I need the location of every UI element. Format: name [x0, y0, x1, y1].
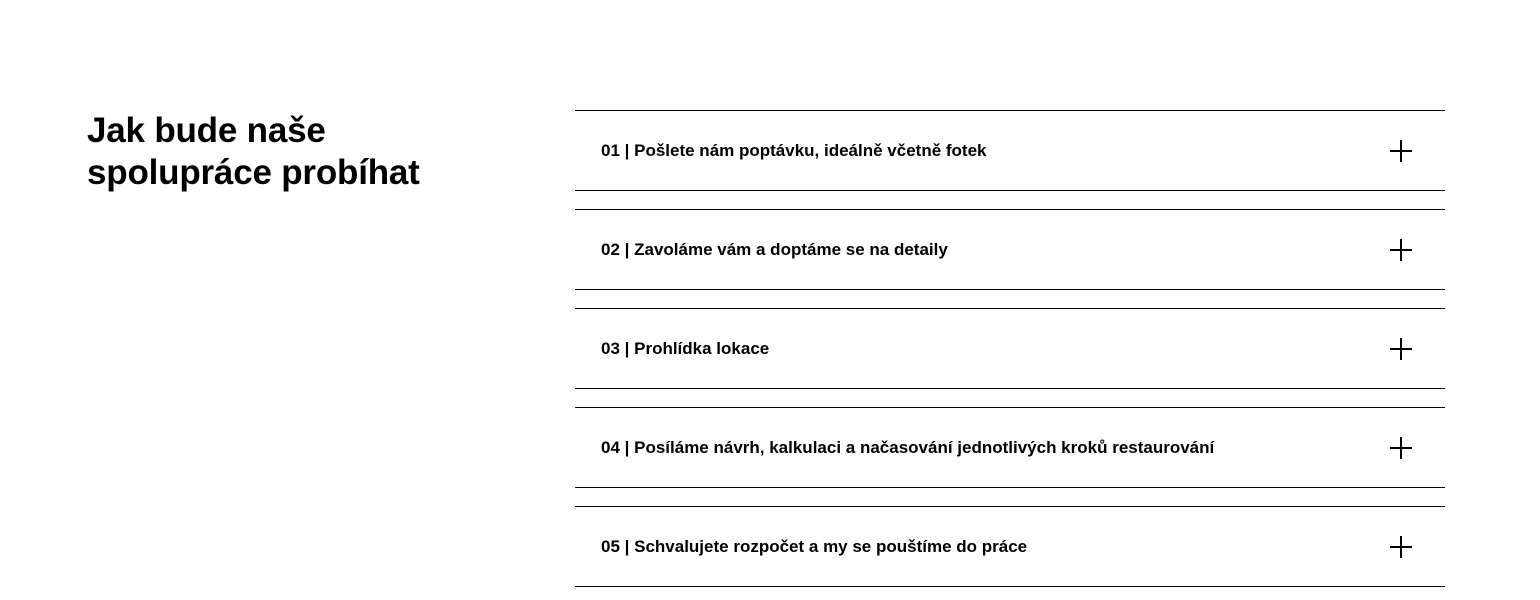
accordion-item-title: 04 | Posíláme návrh, kalkulaci a načasování jednotlivých kroků restaurování: [601, 437, 1215, 457]
plus-icon[interactable]: [1390, 536, 1412, 558]
accordion-item-title: 03 | Prohlídka lokace: [601, 338, 770, 358]
plus-icon[interactable]: [1390, 338, 1412, 360]
accordion-item-02[interactable]: [575, 209, 1445, 290]
accordion-item-05[interactable]: [575, 506, 1445, 587]
accordion-item-01[interactable]: [575, 110, 1445, 191]
plus-icon[interactable]: [1390, 239, 1412, 261]
accordion-item-03[interactable]: [575, 308, 1445, 389]
plus-icon[interactable]: [1390, 140, 1412, 162]
process-accordion: [575, 110, 1445, 600]
accordion-item-title: 01 | Pošlete nám poptávku, ideálně včetně fotek: [601, 140, 987, 160]
section-heading: Jak bude naše spolupráce probíhat: [87, 111, 420, 192]
accordion-item-title: 05 | Schvalujete rozpočet a my se pouštíme do práce: [601, 536, 1028, 556]
accordion-item-04[interactable]: [575, 407, 1445, 488]
plus-icon[interactable]: [1390, 437, 1412, 459]
accordion-item-title: 02 | Zavoláme vám a doptáme se na detaily: [601, 239, 948, 259]
